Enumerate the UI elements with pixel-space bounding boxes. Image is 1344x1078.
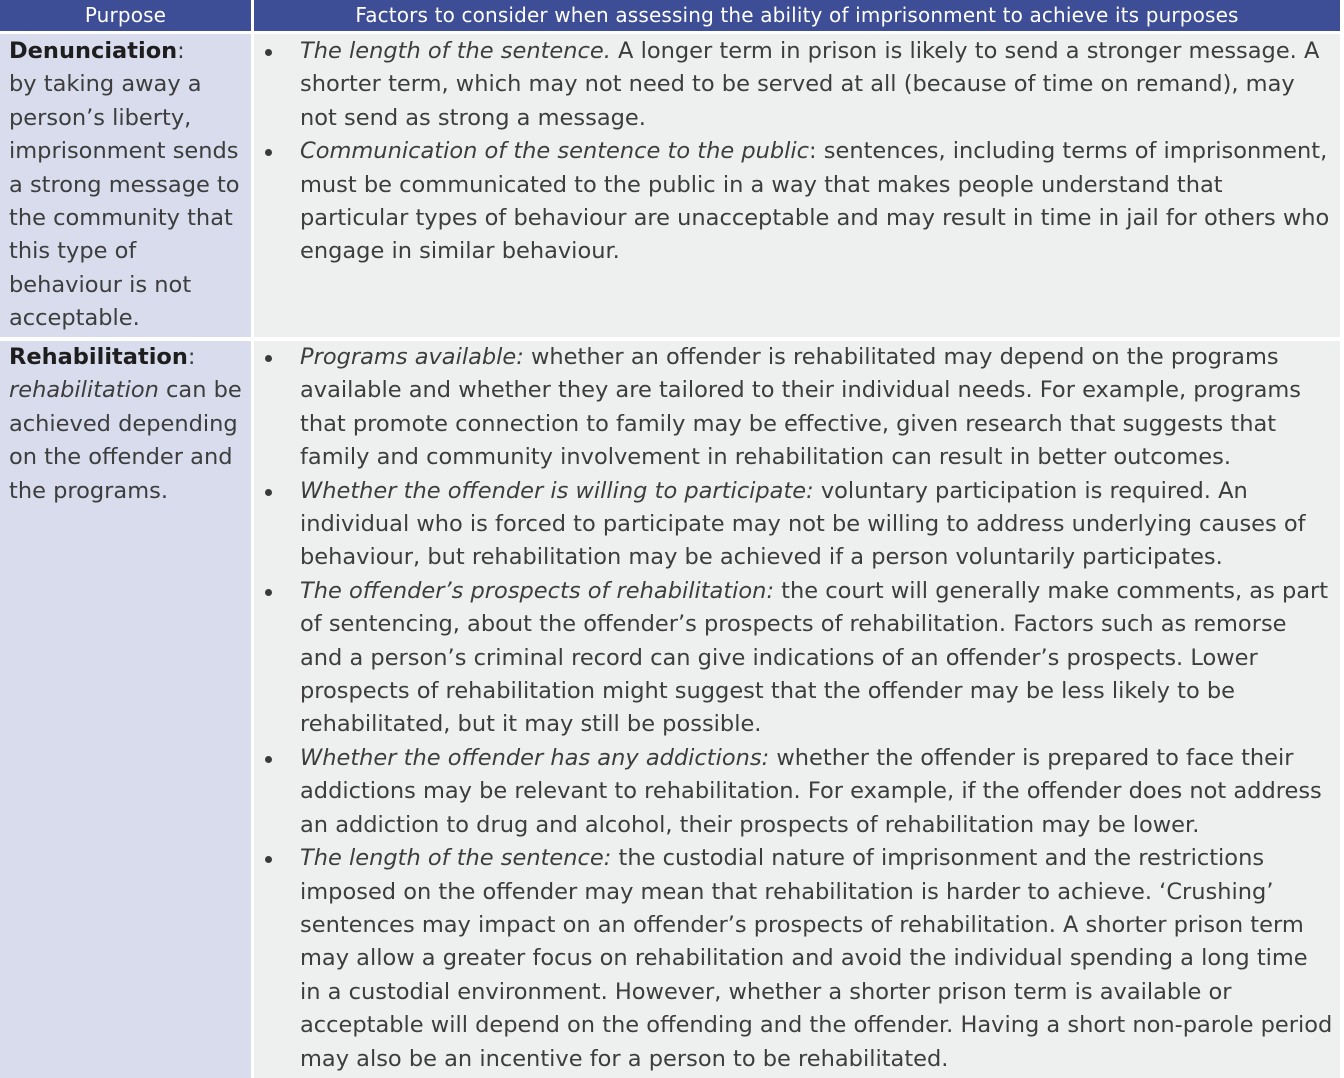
factor-item (254, 341, 1334, 475)
purpose-description: by taking away a person’s liberty, imprisonment sends a strong message to the community that this type of behaviour is not acceptable. (9, 71, 240, 332)
factor-item (254, 842, 1334, 1076)
factor-title: Programs available: (300, 344, 524, 370)
factors-cell-rehabilitation (254, 341, 1340, 1078)
factor-title: Whether the offender has any addictions: (300, 744, 770, 771)
factors-list (254, 35, 1334, 269)
factor-item (254, 742, 1334, 842)
column-header-factors: Factors to consider when assessing the ability of imprisonment to achieve its purposes (254, 0, 1340, 31)
factor-text: whether the offender is prepared to face their addictions may be relevant to rehabilitation. For example, if the offender does not address an addiction to drug and alcohol, their prospects of rehabilitation may be lower. (300, 744, 1322, 838)
factor-title: Whether the offender is willing to participate: (300, 477, 814, 504)
factor-text: : sentences, including terms of imprisonment, must be communicated to the public in a way that makes people understand that particular types of behaviour are unacceptable and may result in time in jail for others who engage in similar behaviour. (300, 138, 1330, 265)
factor-text: the court will generally make comments, as part of sentencing, about the offender’s prospects of rehabilitation. Factors such as remorse and a person’s criminal record can give indications of an offender’s prospects. Lower prospects of rehabilitation might suggest that the offender may be less likely to be rehabilitated, but it may still be possible. (300, 577, 1329, 738)
factor-item (254, 575, 1334, 742)
purpose-cell-denunciation (0, 34, 251, 337)
purpose-colon: : (177, 38, 185, 64)
factor-text: whether an offender is rehabilitated may depend on the programs available and whether they are tailored to their individual needs. For example, programs that promote connection to family may be effective, given research that suggests that family and community involvement in rehabilitation can result in better outcomes. (300, 344, 1302, 471)
purpose-emphasis: rehabilitation (9, 377, 159, 404)
purpose-cell-rehabilitation (0, 341, 251, 1078)
factor-title: The offender’s prospects of rehabilitation: (300, 577, 775, 604)
column-header-purpose: Purpose (0, 0, 251, 31)
factor-text: the custodial nature of imprisonment and the restrictions imposed on the offender may mean that rehabilitation is harder to achieve. ‘Crushing’ sentences may impact on an offender’s prospects of rehabilitation. A shorter prison term may allow a greater focus on rehabilitation and avoid the individual spending a long time in a custodial environment. However, whether a shorter prison term is available or acceptable will depend on the offending and the offender. Having a short non-parole period may also be an incentive for a person to be rehabilitated. (300, 845, 1333, 1072)
factor-title: The length of the sentence. (300, 38, 611, 64)
factor-title: Communication of the sentence to the public (300, 138, 810, 165)
factors-list (254, 341, 1334, 1076)
factor-item (254, 135, 1334, 269)
factors-cell-denunciation (254, 34, 1340, 337)
purpose-colon: : (187, 344, 196, 370)
purpose-description: can be achieved depending on the offender and the programs. (9, 377, 242, 504)
purpose-title: Denunciation (9, 38, 178, 64)
factor-text: voluntary participation is required. An individual who is forced to participate may not be willing to address underlying causes of behaviour, but rehabilitation may be achieved if a person voluntarily participates. (300, 477, 1306, 571)
factor-title: The length of the sentence: (300, 845, 612, 872)
purpose-title: Rehabilitation (9, 344, 188, 370)
factor-text: A longer term in prison is likely to send a stronger message. A shorter term, which may not need to be served at all (because of time on remand), may not send as strong a message. (300, 38, 1320, 131)
factor-item (254, 35, 1334, 135)
factor-item (254, 475, 1334, 575)
